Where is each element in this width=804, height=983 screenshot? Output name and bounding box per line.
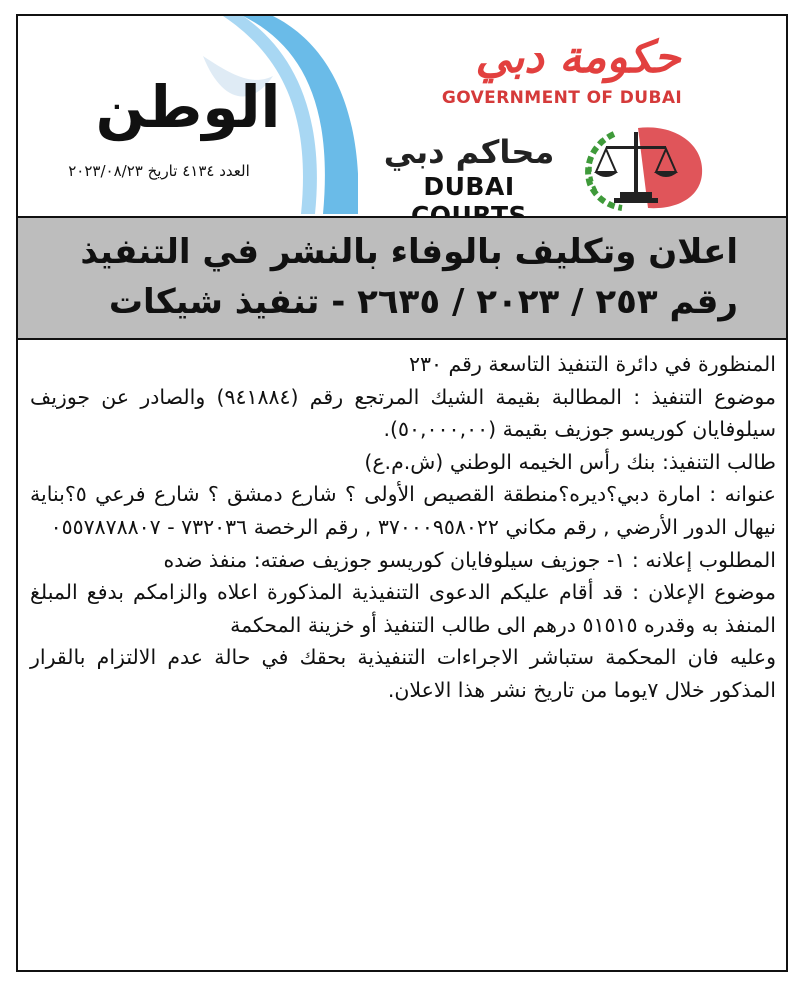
- dubai-courts-label: DUBAI: [423, 172, 515, 201]
- execution-circuit: المنظورة في دائرة التنفيذ التاسعة رقم ٢٣٠: [408, 352, 776, 376]
- notice-title: اعلان وتكليف بالوفاء بالنشر في التنفيذ: [80, 232, 738, 272]
- notice-title-band: [18, 216, 786, 340]
- issue-number-date: العدد ٤١٣٤ تاريخ ٢٠٢٣/٠٨/٢٣: [68, 162, 250, 180]
- party-to-notify: المطلوب إعلانه : ١- جوزيف سيلوفايان كوريسو جوزيف صفته: منفذ ضده: [163, 547, 776, 572]
- case-number-title: رقم ٢٥٣ / ٢٠٢٣ / ٢٦٣٥ - تنفيذ شيكات: [108, 282, 738, 322]
- dubai-courts-emblem-icon: [574, 118, 706, 214]
- notice-header: [18, 16, 786, 214]
- notice-frame: [16, 14, 788, 972]
- notice-body: [30, 348, 776, 707]
- claimant-address: عنوانه : امارة دبي؟ديره؟منطقة القصيص الأولى ؟ شارع دمشق ؟ شارع فرعي ٥؟بناية نيهال الدور الأرضي , رقم مكاني ٣٧٠٠٠٩٥٨٠٢٢ , رقم الرخصة ٧٣٢٠٣٦ - ٠٥٥٧٨٧٨٨٠٧: [30, 482, 776, 539]
- government-of-dubai-label: GOVERNMENT OF DUBAI: [441, 88, 683, 108]
- newspaper-name: الوطن: [95, 73, 281, 141]
- dubai-courts-arabic-label: محاكم دبي: [383, 133, 555, 171]
- notice-subject: موضوع الإعلان : قد أقام عليكم الدعوى التنفيذية المذكورة اعلاه والزامكم بدفع المبلغ المنفذ به وقدره ٥١٥١٥ درهم الى طالب التنفيذ أو خزينة المحكمة: [30, 580, 776, 637]
- execution-claimant: طالب التنفيذ: بنك رأس الخيمه الوطني (ش.م.ع): [364, 449, 776, 474]
- court-warning: وعليه فان المحكمة ستباشر الاجراءات التنفيذية بحقك في حالة عدم الالتزام بالقرار المذكور خلال ٧يوما من تاريخ نشر هذا الاعلان.: [30, 645, 776, 702]
- government-of-dubai-arabic-logo: حكومة دبي: [475, 32, 681, 83]
- execution-subject: موضوع التنفيذ : المطالبة بقيمة الشيك المرتجع رقم (٩٤١٨٨٤) والصادر عن جوزيف سيلوفايان كوريسو جوزيف بقيمة (٥٠,٠٠٠,٠٠).: [30, 384, 776, 442]
